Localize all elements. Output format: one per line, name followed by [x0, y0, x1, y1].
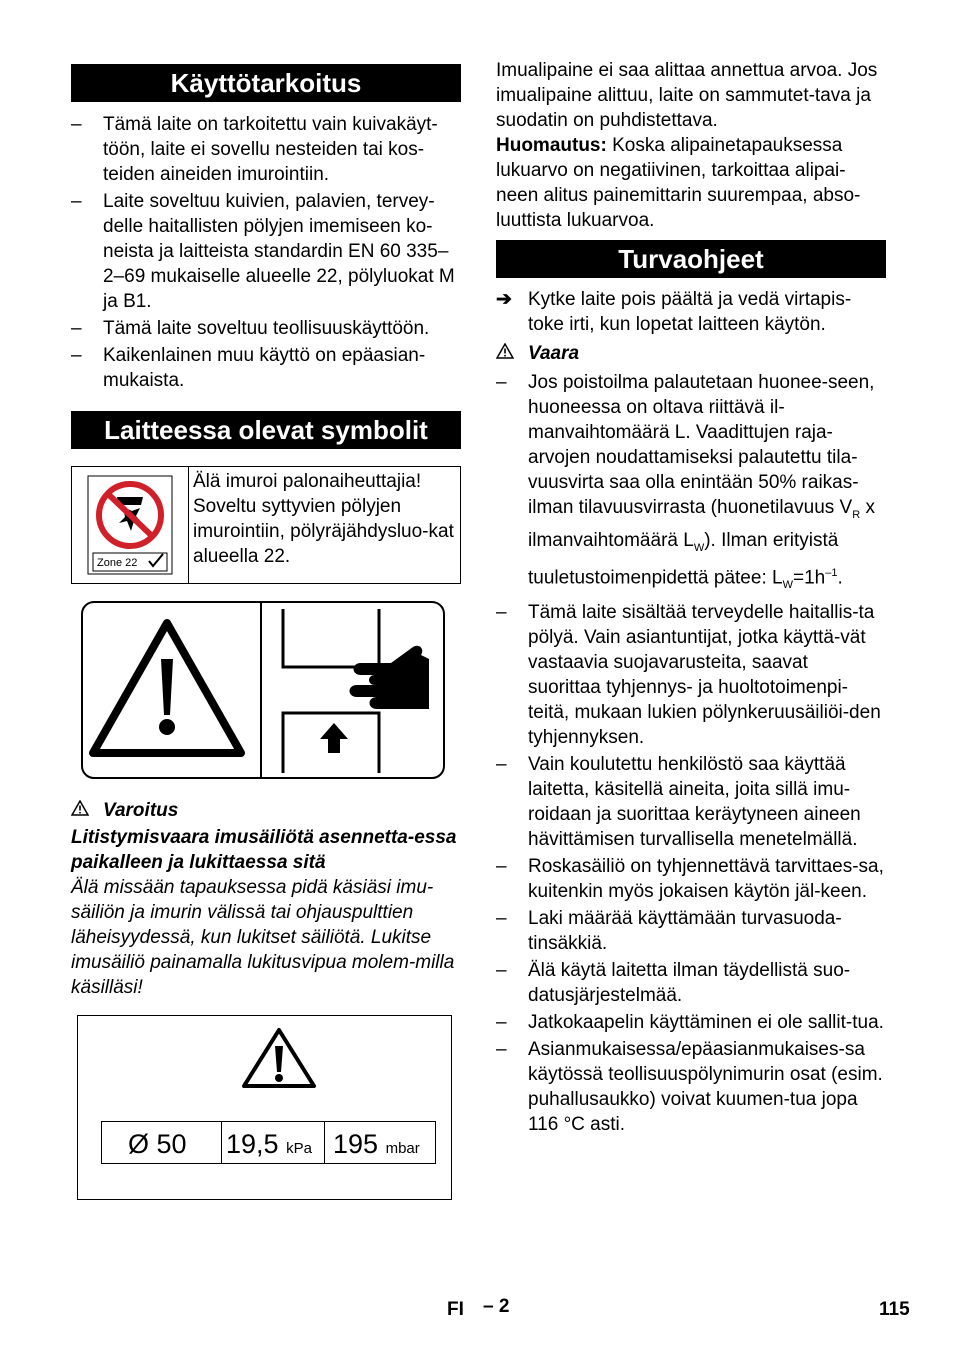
list-item: – Kaikenlainen muu käyttö on epäasian-mukaista.: [71, 345, 426, 391]
danger-title: Vaara: [496, 341, 886, 366]
safety-list: [496, 370, 886, 1137]
symbol-table: [71, 466, 461, 584]
footer-page-number: 115: [879, 1299, 910, 1320]
list-item: – Tämä laite soveltuu teollisuuskäyttöön.: [71, 318, 430, 339]
right-column: [496, 58, 886, 1139]
list-item: – Jatkokaapelin käyttäminen ei ole sallit-tua.: [496, 1011, 884, 1033]
pressure-spec-panel: [77, 1015, 452, 1200]
section-heading-turvaohjeet: Turvaohjeet: [496, 240, 886, 278]
usage-list: [71, 112, 461, 393]
intro-text: Imualipaine ei saa alittaa annettua arvoa. Jos imualipaine alittuu, laite on sammutet-tava ja suodatin on puhdistettava.: [496, 60, 878, 131]
list-item: – Vain koulutettu henkilöstö saa käyttää laitetta, käsitellä aineita, joita sillä imu-roidaan ja suorittaa keräytyneen aineen hävittämisen turvallisella menetelmällä.: [496, 753, 861, 850]
left-column: [71, 58, 461, 1200]
section-heading-kayttotarkoitus: Käyttötarkoitus: [71, 64, 461, 102]
spec-table: [101, 1121, 436, 1164]
list-item: – Älä käytä laitetta ilman täydellistä suo-datusjärjestelmää.: [496, 959, 851, 1006]
warning-block: [71, 798, 461, 1000]
warning-icon: [240, 1026, 318, 1090]
svg-text:Zone 22: Zone 22: [97, 557, 138, 569]
spec-mbar: 195 mbar: [333, 1129, 420, 1159]
list-item: – Laite soveltuu kuivien, palavien, tervey-delle haitallisten pölyjen imemiseen ko-neista ja laitteista standardin EN 60 335–2–69 mukaiselle alueelle 22, pölyluokat M ja B1.: [71, 191, 455, 312]
warning-triangle-icon: [71, 798, 93, 823]
list-item: – Laki määrää käyttämään turvasuoda-tinsäkkiä.: [496, 907, 842, 954]
spec-kpa: 19,5 kPa: [222, 1122, 325, 1163]
arrow-right-icon: ➔: [496, 289, 512, 310]
warning-heading: Litistymisvaara imusäiliötä asennetta-essa paikalleen ja lukittaessa sitä: [71, 827, 457, 873]
footer-language: FI: [447, 1299, 464, 1320]
footer-local-page: – 2: [483, 1296, 510, 1317]
list-item: – Asianmukaisessa/epäasianmukaises-sa käytössä teollisuuspölynimurin osat (esim. puhallusaukko) voivat kuumen-tua jopa 116 °C asti.: [496, 1038, 883, 1135]
list-item: – Tämä laite on tarkoitettu vain kuivakäyt-töön, laite ei sovellu nesteiden tai kos-teiden aineiden imurointiin.: [71, 114, 438, 185]
symbol-description: Älä imuroi palonaiheuttajia! Soveltu syttyvien pölyjen imurointiin, pölyräjähdysluo-kat alueella 22.: [193, 471, 454, 567]
note-paragraph: Huomautus: Koska alipainetapauksessa lukuarvo on negatiivinen, tarkoittaa alipai-neen alitus painemittarin suurempaa, abso-luuttista lukuarvoa.: [496, 135, 861, 231]
list-item: – Roskasäiliö on tyhjennettävä tarvittaes-sa, kuitenkin myös jokaisen käytön jäl-keen.: [496, 855, 884, 902]
section-heading-symbolit: Laitteessa olevat symbolit: [71, 411, 461, 449]
warning-text: Älä missään tapauksessa pidä käsiäsi imu-säiliön ja imurin välissä tai ohjauspulttien läheisyydessä, kun lukitset säiliötä. Lukitse imusäiliö painamalla lukitusvipua molem-milla käsilläsi!: [71, 877, 455, 998]
list-item: – Jos poistoilma palautetaan huonee-seen, huoneessa on oltava riittävä il-manvaihtomäärä L. Vaadittujen raja-arvojen noudattamiseksi palautettu tila-vuusvirta saa olla enintään 50% raikas-ilman tilavuusvirrasta (huonetilavuus $V_R$ x ilmanvaihtomäärä $L_W$). Ilman erityistä tuuletustoimenpidettä pätee: $L_W=1h^{-1}$.: [496, 372, 875, 591]
arrow-item: ➔ Kytke laite pois päältä ja vedä virtapis-toke irti, kun lopetat laitteen käytön.: [496, 289, 852, 335]
spec-diameter: Ø 50: [102, 1122, 222, 1163]
no-ignition-sources-icon: [72, 467, 189, 583]
warning-title: Varoitus: [71, 798, 461, 823]
list-item: – Tämä laite sisältää terveydelle haitallis-ta pölyä. Vain asiantuntijat, jotka käyttä-vät vastaavia suojavarusteita, saavat suorittaa tyhjennys- ja huoltotoimenpi-teitä, mukaan lukien pölynkeruusäiliöi-den tyhjennyksen.: [496, 601, 881, 748]
crush-warning-pictogram: [81, 601, 461, 786]
warning-triangle-icon: [496, 341, 528, 366]
